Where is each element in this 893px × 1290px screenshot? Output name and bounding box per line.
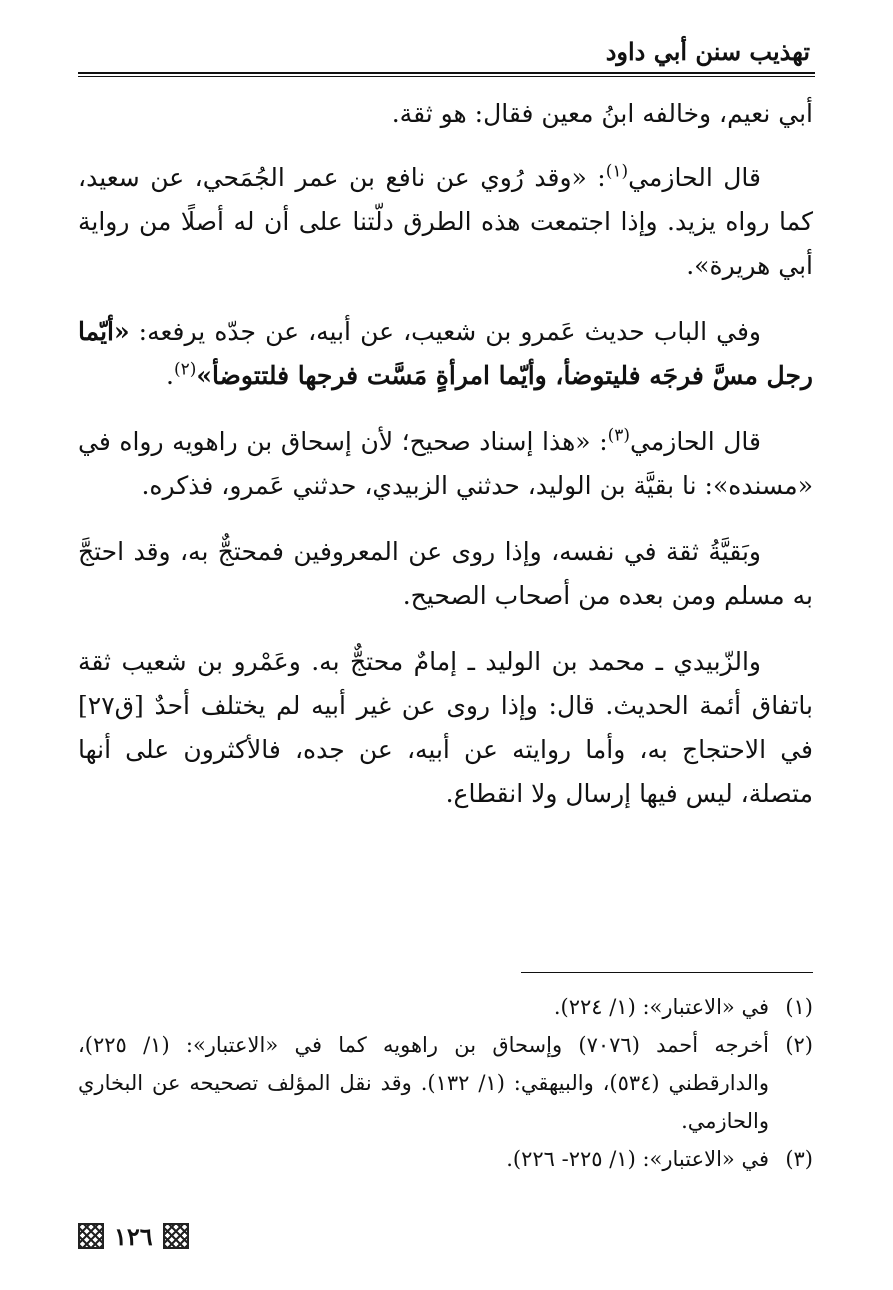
footnotes — [78, 988, 813, 1178]
paragraph-4 — [78, 420, 813, 508]
paragraph-2 — [78, 156, 813, 288]
footnote-ref-1[interactable]: (١) — [605, 161, 629, 182]
page-number: ١٢٦ — [114, 1221, 153, 1251]
footnote-separator — [521, 972, 813, 973]
paragraph-4-text: : «هذا إسناد صحيح؛ لأن إسحاق بن راهويه رواه في «مسنده»: نا بقيَّة بن الوليد، حدثني الزبيدي، حدثني عَمرو، فذكره. — [78, 427, 813, 500]
footnote-number: (٢) — [785, 1033, 813, 1057]
header-rule — [78, 72, 815, 74]
paragraph-6: والزّبيدي ـ محمد بن الوليد ـ إمامٌ محتجٌّ به. وعَمْرو بن شعيب ثقة باتفاق أئمة الحديث. قال: وإذا روى عن غير أبيه لم يختلف أحدٌ [ق٢٧] في الاحتجاج به، وأما روايته عن أبيه، عن جده، فالأكثرون على أنها متصلة، ليس فيها إرسال ولا انقطاع. — [78, 647, 813, 808]
footnote-2 — [78, 1026, 813, 1140]
paragraph-3-end: . — [166, 361, 174, 390]
paragraph-1: أبي نعيم، وخالفه ابنُ معين فقال: هو ثقة. — [391, 99, 813, 128]
main-text — [78, 92, 813, 838]
paragraph-2-text: : «وقد رُوي عن نافع بن عمر الجُمَحي، عن سعيد، كما رواه يزيد. وإذا اجتمعت هذه الطرق دلّتنا على أن له أصلًا من رواية أبي هريرة». — [78, 163, 813, 280]
footnote-3 — [78, 1140, 813, 1178]
hadith-quote: «أيّما رجل مسَّ فرجَه فليتوضأ، وأيّما امرأةٍ مَسَّت فرجها فلتتوضأ» — [78, 317, 813, 390]
ornament-left-icon — [78, 1223, 104, 1249]
paragraph-4-lead: قال الحازمي — [630, 427, 761, 456]
header-rule-thin — [78, 76, 815, 77]
footnote-text: أخرجه أحمد (٧٠٧٦) وإسحاق بن راهويه كما في «الاعتبار»: (١/ ٢٢٥)، والدارقطني (٥٣٤)، والبيهقي: (١/ ١٣٢). وقد نقل المؤلف تصحيحه عن البخاري والحازمي. — [78, 1033, 770, 1133]
paragraph-3 — [78, 310, 813, 398]
footnote-number: (٣) — [785, 1147, 813, 1171]
footnote-1 — [78, 988, 813, 1026]
paragraph-3-lead: وفي الباب حديث عَمرو بن شعيب، عن أبيه، عن جدّه يرفعه: — [129, 317, 761, 346]
footnote-text: في «الاعتبار»: (١/ ٢٢٥- ٢٢٦). — [506, 1147, 769, 1171]
footnote-number: (١) — [785, 995, 813, 1019]
paragraph-5: وبَقيَّةُ ثقة في نفسه، وإذا روى عن المعروفين فمحتجٌّ به، وقد احتجَّ به مسلم ومن بعده من أصحاب الصحيح. — [78, 537, 813, 610]
footnote-ref-2[interactable]: (٢) — [173, 359, 197, 380]
running-header-title: تهذيب سنن أبي داود — [605, 37, 810, 66]
ornament-right-icon — [163, 1223, 189, 1249]
paragraph-2-lead: قال الحازمي — [628, 163, 761, 192]
footnote-ref-3[interactable]: (٣) — [607, 425, 631, 446]
page-number-block — [78, 1216, 189, 1256]
footnote-text: في «الاعتبار»: (١/ ٢٢٤). — [553, 995, 769, 1019]
